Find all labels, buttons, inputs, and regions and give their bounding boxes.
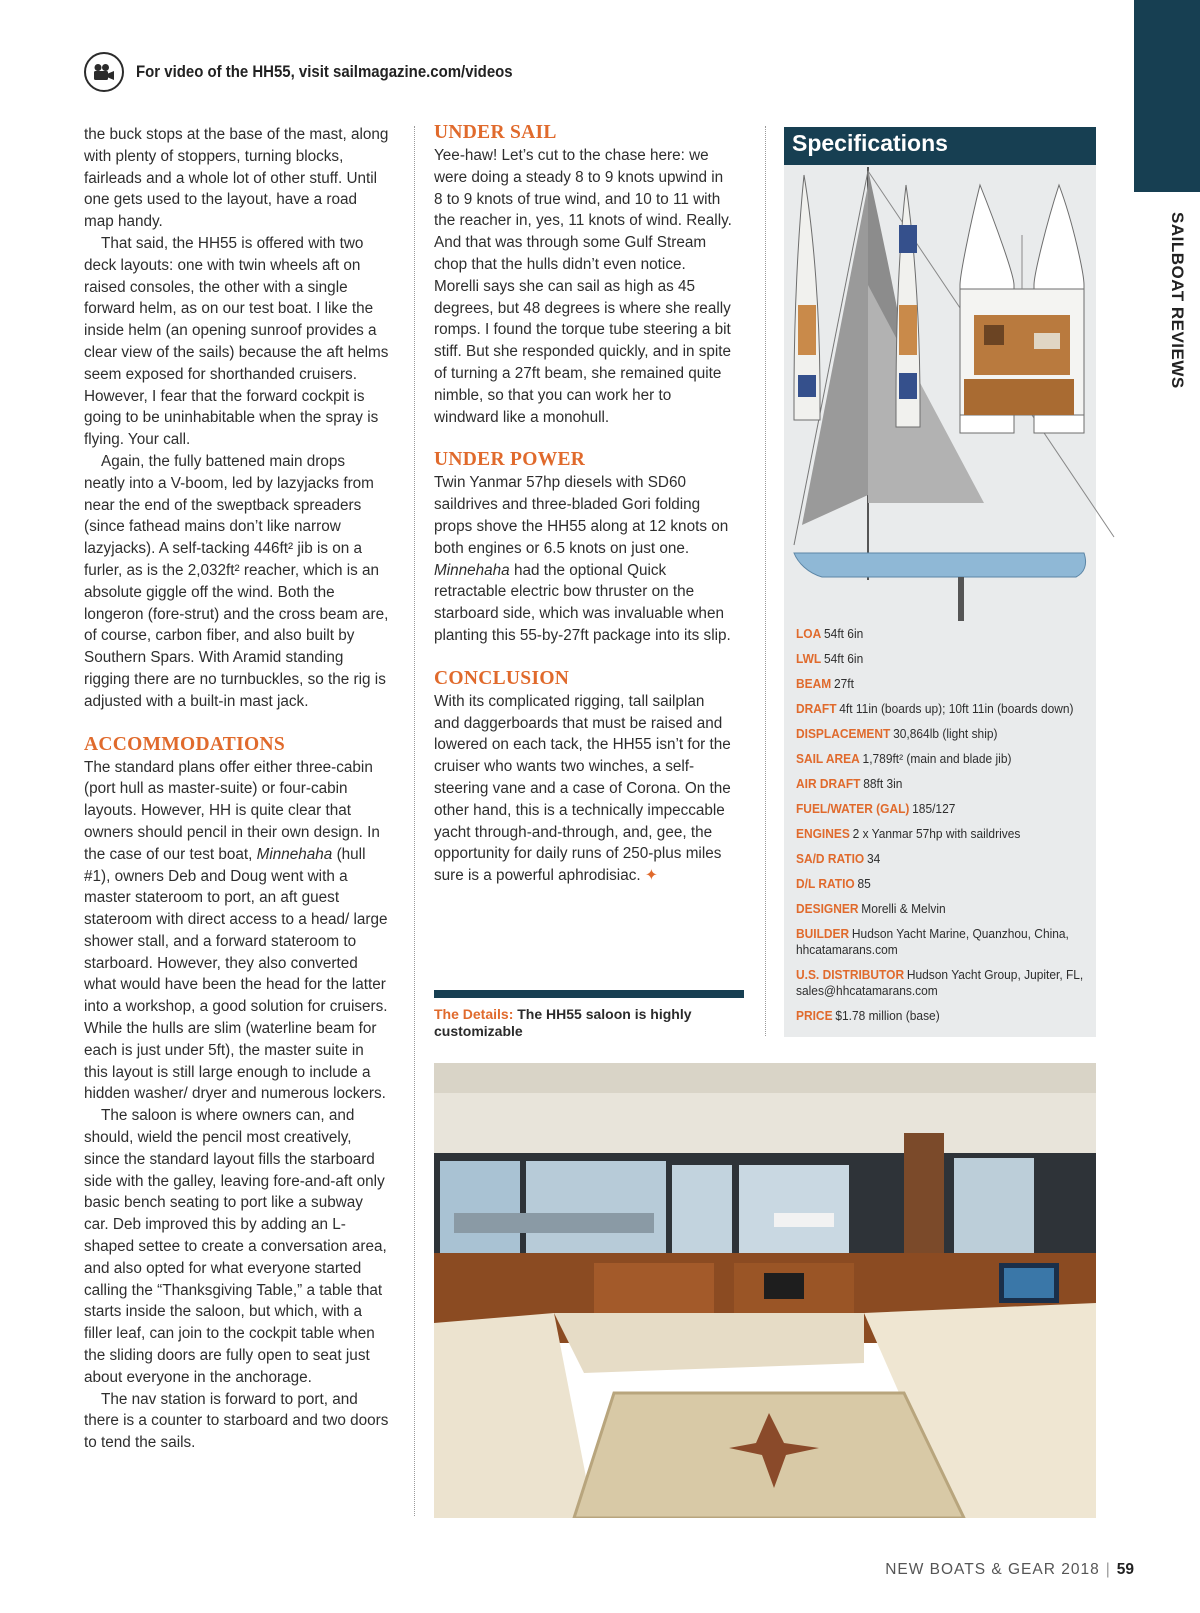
spec-value: Hudson Yacht Group, Jupiter, FL, sales@hhcatamarans.com (796, 967, 1084, 998)
page-footer (885, 1561, 1134, 1579)
caption-lead: The Details: (434, 1006, 514, 1022)
article-column-1 (84, 124, 389, 1454)
spec-label: DRAFT (796, 701, 837, 716)
paragraph (434, 472, 734, 646)
specifications-list (796, 626, 1096, 1033)
accommodations-heading: ACCOMMODATIONS (84, 733, 285, 755)
spec-item (796, 926, 1095, 958)
under-sail-heading: UNDER SAIL (434, 122, 557, 143)
article-column-2 (434, 121, 734, 887)
boat-name: Minnehaha (434, 561, 510, 579)
spec-item (796, 967, 1095, 999)
caption-text: The HH55 saloon is highly customizable (434, 1006, 692, 1039)
page-number: 59 (1116, 1561, 1134, 1578)
spec-value: 88ft 3in (863, 776, 903, 791)
spec-value: 54ft 6in (824, 651, 864, 666)
spec-item (796, 776, 1095, 792)
conclusion-heading: CONCLUSION (434, 667, 570, 689)
paragraph: The nav station is forward to port, and there is a counter to starboard and two doors to tend the sails. (84, 1390, 389, 1452)
spec-label: SA/D RATIO (796, 851, 865, 866)
spec-label: PRICE (796, 1008, 833, 1023)
spec-item (796, 626, 1095, 642)
spec-label: BUILDER (796, 926, 850, 941)
spec-label: DISPLACEMENT (796, 726, 891, 741)
under-power-heading: UNDER POWER (434, 449, 586, 471)
spec-item (796, 1008, 1095, 1024)
caption-bar (434, 990, 744, 998)
video-camera-icon (84, 52, 124, 92)
spec-item (796, 876, 1095, 892)
spec-label: LWL (796, 651, 822, 666)
paragraph: Yee-haw! Let’s cut to the chase here: we were doing a steady 8 to 9 knots upwind in 8 to 9 knots of true wind, and 10 to 11 with the reacher in, yes, 11 knots of wind. Really. And that was through some Gulf Stream chop that the hulls didn’t even notice. Morelli says she can sail as high as 45 degrees, but 48 degrees is where she really romps. I found the torque tube steering a bit stiff. But she responded quickly, and in spite of turning a 27ft beam, she remained quite nimble, so that you can work her to windward like a monohull. (434, 147, 732, 426)
paragraph: That said, the HH55 is offered with two deck layouts: one with twin wheels aft on raised consoles, the other with a single forward helm, as on our test boat. I like the inside helm (an opening sunroof provides a clear view of the sails) because the aft helms seem exposed for shorthanded cruisers. However, I fear that the forward cockpit is going to be uninhabitable when the spray is flying. Your call. (84, 234, 389, 449)
paragraph (434, 691, 734, 887)
spec-value: 4ft 11in (boards up); 10ft 11in (boards down) (839, 701, 1074, 716)
spec-label: LOA (796, 626, 822, 641)
spec-value: 185/127 (912, 801, 956, 816)
spec-item (796, 851, 1095, 867)
photo-caption (434, 1006, 744, 1040)
spec-label: D/L RATIO (796, 876, 855, 891)
text-run: With its complicated rigging, tall sailplan and daggerboards that must be raised and lowered on each tack, the HH55 isn’t for the cruiser who wants two winches, a self-steering vane and a case of Corona. On the other hand, this is a technically impeccable yacht through-and-through, and, gee, the opportunity for daily runs of 250-plus miles sure is a powerful aphrodisiac. (434, 692, 731, 885)
spec-item (796, 751, 1095, 767)
spec-value: Morelli & Melvin (861, 901, 946, 916)
end-mark-icon: ✦ (644, 867, 658, 885)
spec-label: ENGINES (796, 826, 850, 841)
spec-item (796, 901, 1095, 917)
spec-item (796, 651, 1095, 667)
spec-label: U.S. DISTRIBUTOR (796, 967, 905, 982)
paragraph: the buck stops at the base of the mast, along with plenty of stoppers, turning blocks, fairleads and a whole lot of other stuff. Until one gets used to the layout, have a road map handy. (84, 126, 389, 231)
text-run: Twin Yanmar 57hp diesels with SD60 saildrives and three-bladed Gori folding props shove the HH55 along at 12 knots on both engines or 6.5 knots on just one. (434, 474, 729, 557)
sailplan-illustration (784, 165, 1129, 625)
column-divider (765, 126, 766, 1036)
paragraph: Again, the fully battened main drops neatly into a V-boom, led by lazyjacks from near the end of the sweptback spreaders (since fathead mains don’t like narrow lazyjacks). A self-tacking 446ft² jib is on a furler, as is the 2,032ft² reacher, which is an absolute giggle off the wind. Both the longeron (fore-strut) and the cross beam are, of course, carbon fiber, and also built by Southern Spars. With Aramid standing rigging there are no turnbuckles, so the rig is adjusted with a built-in mast jack. (84, 452, 389, 710)
section-label-text: SAILBOAT REVIEWS (1168, 212, 1187, 389)
spec-label: BEAM (796, 676, 832, 691)
text-run: (hull #1), owners Deb and Doug went with a master stateroom to port, an aft guest stateroom with direct access to a head/ large shower stall, and a forward stateroom to starboard. However, they also converted what would have been the head for the latter into a workshop, a good solution for cruisers. While the hulls are slim (waterline beam for each is just under 5ft), the master suite in this layout is still large enough to include a hidden washer/ dryer and numerous lockers. (84, 845, 388, 1103)
specifications-title: Specifications (792, 130, 948, 156)
spec-item (796, 726, 1095, 742)
spec-label: SAIL AREA (796, 751, 860, 766)
publication-name: NEW BOATS & GEAR 2018 (885, 1561, 1100, 1578)
spec-value: Hudson Yacht Marine, Quanzhou, China, hhcatamarans.com (796, 926, 1069, 957)
spec-item (796, 676, 1095, 692)
spec-value: 34 (866, 851, 881, 866)
section-edge-tab (1134, 0, 1200, 192)
spec-item (796, 801, 1095, 817)
spec-value: 30,864lb (light ship) (893, 726, 998, 741)
paragraph: The saloon is where owners can, and should, wield the pencil most creatively, since the standard layout fills the starboard side with the galley, leaving fore-and-aft only basic bench seating to port like a subway car. Deb improved this by adding an L-shaped settee to create a conversation area, and also opted for what everyone started calling the “Thanksgiving Table,” a table that starts inside the saloon, but which, with a filler leaf, can join to the cockpit table when the sliding doors are fully open to seat just about everyone in the anchorage. (84, 1107, 387, 1386)
saloon-photo (434, 1063, 1096, 1518)
spec-item (796, 826, 1095, 842)
text-run: The standard plans offer either three-cabin (port hull as master-suite) or four-cabin layouts. However, HH is quite clear that owners should pencil in their own design. In the case of our test boat, (84, 758, 380, 863)
spec-label: FUEL/WATER (GAL) (796, 801, 910, 816)
spec-value: 1,789ft² (main and blade jib) (862, 751, 1012, 766)
spec-value: 2 x Yanmar 57hp with saildrives (852, 826, 1021, 841)
spec-label: DESIGNER (796, 901, 859, 916)
spec-item (796, 701, 1095, 717)
spec-value: 27ft (833, 676, 854, 691)
boat-name: Minnehaha (256, 845, 333, 863)
video-link-row (84, 50, 564, 94)
spec-value: 85 (857, 876, 871, 891)
text-run: had the optional Quick retractable electric bow thruster on the starboard side, which was invaluable when planting this 55-by-27ft package into its slip. (434, 561, 731, 644)
spec-label: AIR DRAFT (796, 776, 861, 791)
section-label (1166, 212, 1188, 412)
spec-value: 54ft 6in (824, 626, 864, 641)
column-divider (414, 126, 415, 1516)
video-link-text: For video of the HH55, visit sailmagazine.com/videos (136, 62, 513, 81)
footer-separator: | (1105, 1561, 1111, 1578)
spec-value: $1.78 million (base) (835, 1008, 940, 1023)
paragraph (84, 757, 389, 1106)
